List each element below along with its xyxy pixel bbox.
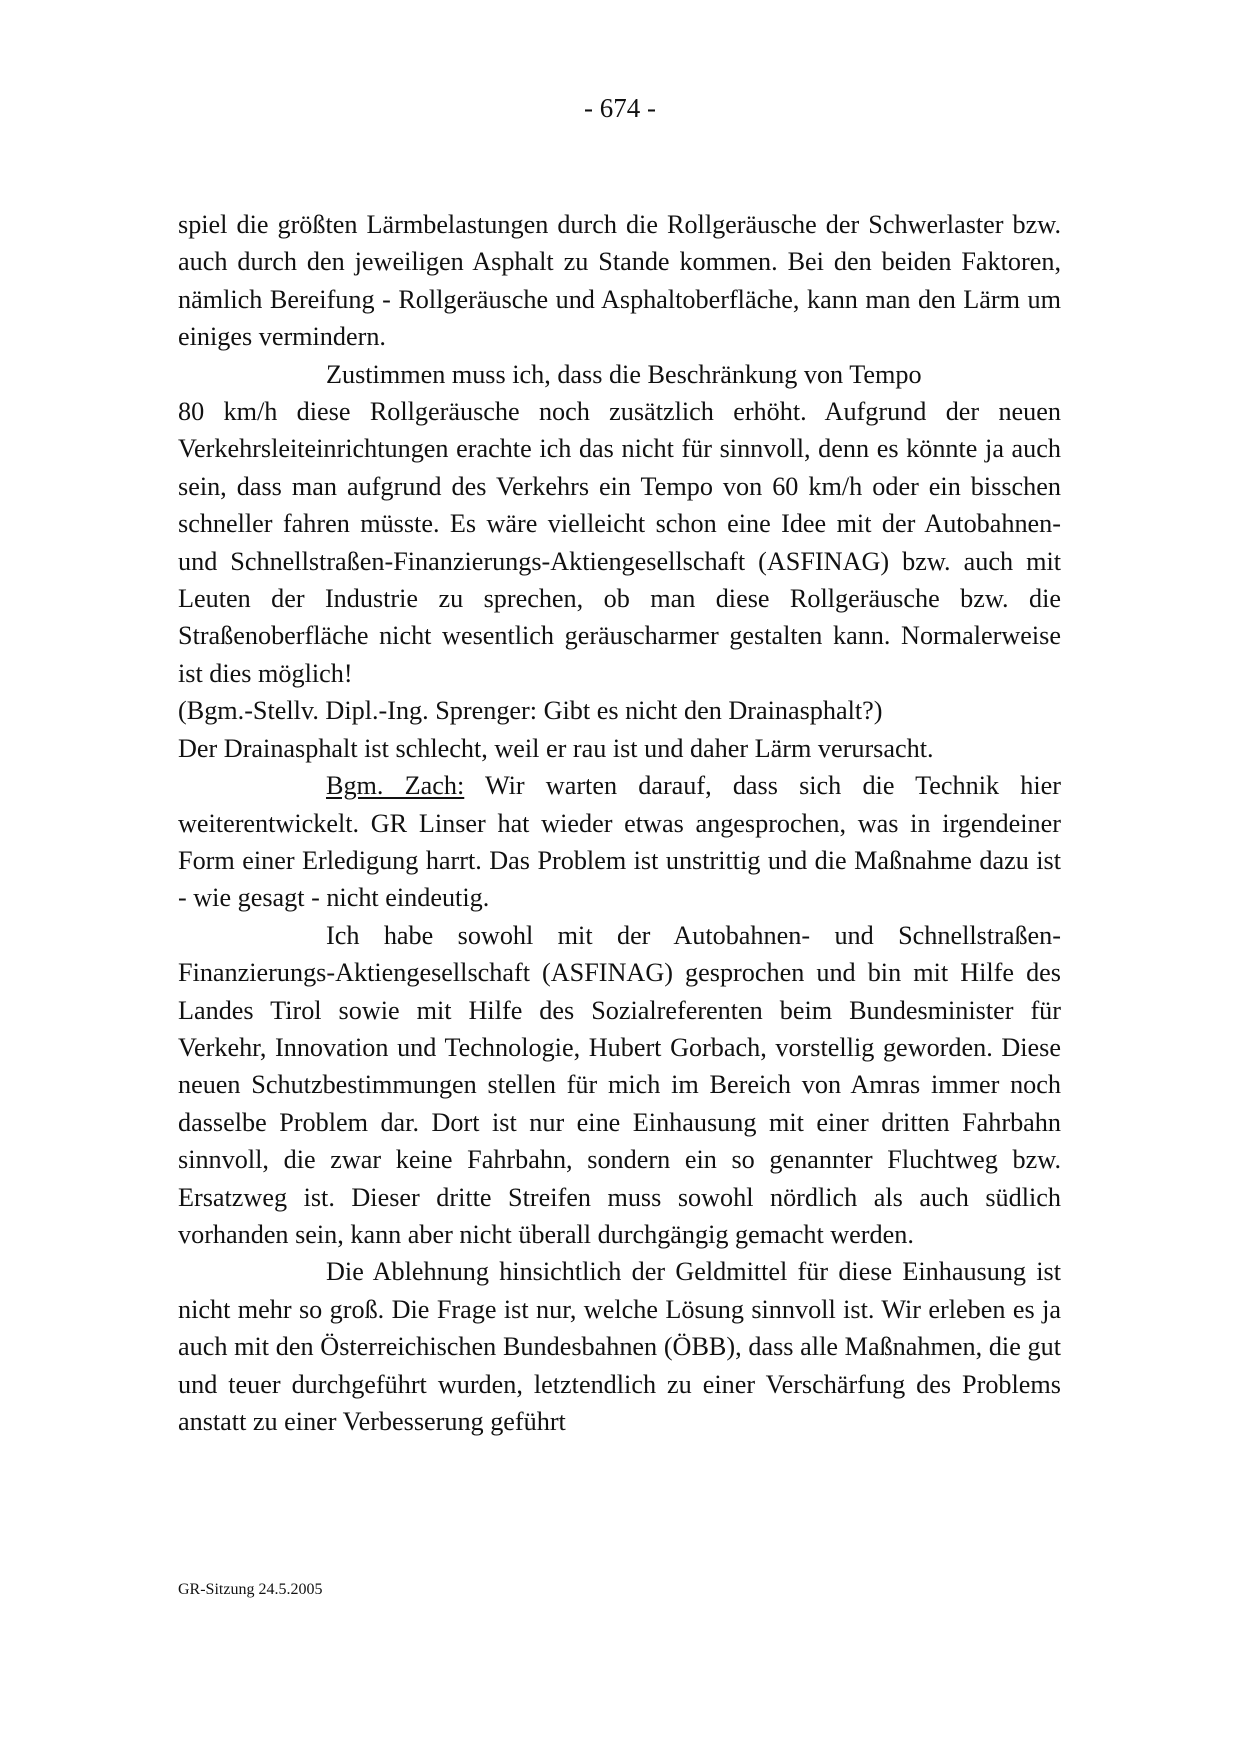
document-body (178, 206, 1061, 1440)
footer-session-date: GR-Sitzung 24.5.2005 (178, 1581, 323, 1598)
page-number: - 674 - (584, 93, 656, 123)
paragraph-4-text: Wir warten darauf, dass sich die Technik hier weiterentwickelt. GR Linser hat wieder etwas angesprochen, was in irgendeiner Form einer Erledigung harrt. Das Problem ist unstrittig und die Maßnahme dazu ist - wie gesagt - nicht eindeutig. (178, 771, 1061, 913)
paragraph-3: Der Drainasphalt ist schlecht, weil er rau ist und daher Lärm verursacht. (178, 733, 934, 763)
paragraph-2: 80 km/h diese Rollgeräusche noch zusätzlich erhöht. Aufgrund der neuen Verkehrsleiteinrichtungen erachte ich das nicht für sinnvoll, denn es könnte ja auch sein, dass man aufgrund des Verkehrs ein Tempo von 60 km/h oder ein bisschen schneller fahren müsste. Es wäre vielleicht schon eine Idee mit der Autobahnen- und Schnellstraßen-Finanzierungs-Aktiengesellschaft (ASFINAG) bzw. auch mit Leuten der Industrie zu sprechen, ob man diese Rollgeräusche bzw. die Straßenoberfläche nicht wesentlich geräuscharmer gestalten kann. Normalerweise ist dies möglich! (178, 397, 1061, 688)
paragraph-1: spiel die größten Lärmbelastungen durch die Rollgeräusche der Schwerlaster bzw. auch durch den jeweiligen Asphalt zu Stande kommen. Bei den beiden Faktoren, nämlich Bereifung - Rollgeräusche und Asphaltoberfläche, kann man den Lärm um einiges vermindern. (178, 210, 1061, 352)
speaker-name: Bgm. Zach: (326, 771, 465, 801)
paragraph-2-first-line: Zustimmen muss ich, dass die Beschränkung von Tempo (326, 359, 922, 389)
interjection: (Bgm.-Stellv. Dipl.-Ing. Sprenger: Gibt es nicht den Drainasphalt?) (178, 696, 883, 726)
paragraph-6: Die Ablehnung hinsichtlich der Geldmittel für diese Einhausung ist nicht mehr so groß. Die Frage ist nur, welche Lösung sinnvoll ist. Wir erleben es ja auch mit den Österreichischen Bundesbahnen (ÖBB), dass alle Maßnahmen, die gut und teuer durchgeführt wurden, letztendlich zu einer Verschärfung des Problems anstatt zu einer Verbesserung geführt (178, 1257, 1061, 1436)
paragraph-4 (178, 767, 1061, 917)
paragraph-5: Ich habe sowohl mit der Autobahnen- und Schnellstraßen-Finanzierungs-Aktiengesellschaft (ASFINAG) gesprochen und bin mit Hilfe des Landes Tirol sowie mit Hilfe des Sozialreferenten beim Bundesminister für Verkehr, Innovation und Technologie, Hubert Gorbach, vorstellig geworden. Diese neuen Schutzbestimmungen stellen für mich im Bereich von Amras immer noch dasselbe Problem dar. Dort ist nur eine Einhausung mit einer dritten Fahrbahn sinnvoll, die zwar keine Fahrbahn, sondern ein so genannter Fluchtweg bzw. Ersatzweg ist. Dieser dritte Streifen muss sowohl nördlich als auch südlich vorhanden sein, kann aber nicht überall durchgängig gemacht werden. (178, 920, 1061, 1249)
